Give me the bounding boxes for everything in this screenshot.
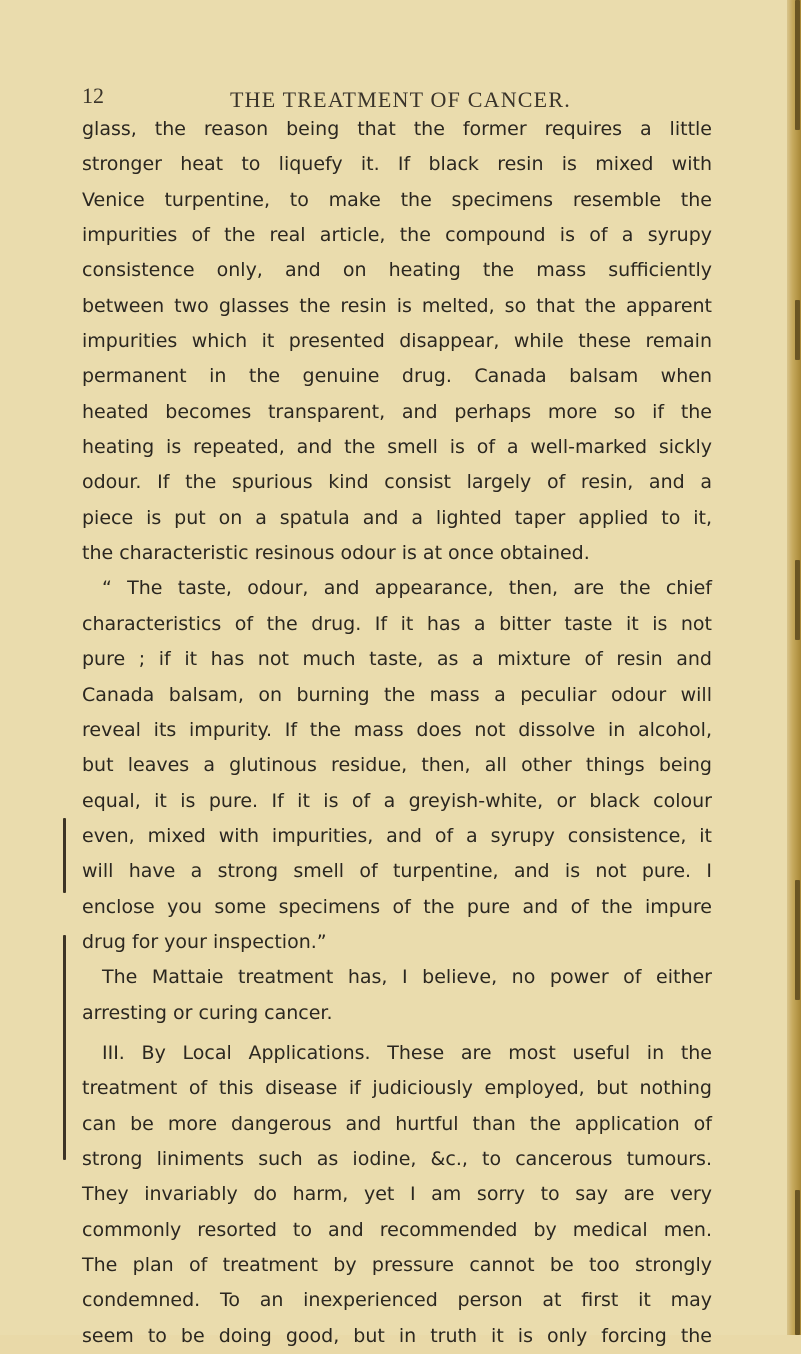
- text-line: piece is put on a spatula and a lighted taper applied to it,: [82, 506, 712, 529]
- text-line: even, mixed with impurities, and of a syrupy consistence, it: [82, 824, 712, 847]
- page-edge: [787, 0, 801, 1335]
- text-line: permanent in the genuine drug. Canada balsam when: [82, 365, 712, 388]
- margin-pencil-mark: [63, 935, 66, 1160]
- text-line: equal, it is pure. If it is of a greyish-white, or black colour: [82, 789, 712, 812]
- running-title: THE TREATMENT OF CANCER.: [230, 87, 571, 112]
- text-line: commonly resorted to and recommended by medical men.: [82, 1218, 712, 1241]
- margin-pencil-mark: [63, 818, 66, 893]
- text-line: reveal its impurity. If the mass does not dissolve in alcohol,: [82, 718, 712, 741]
- text-line: can be more dangerous and hurtful than the application of: [82, 1112, 712, 1135]
- text-line: enclose you some specimens of the pure and of the impure: [82, 895, 712, 918]
- text-line: pure ; if it has not much taste, as a mixture of resin and: [82, 648, 712, 671]
- text-line: “ The taste, odour, and appearance, then, are the chief: [102, 577, 712, 600]
- text-line: III. By Local Applications. These are most useful in the: [102, 1041, 712, 1064]
- text-line: impurities of the real article, the compound is of a syrupy: [82, 224, 712, 247]
- text-line: will have a strong smell of turpentine, and is not pure. I: [82, 860, 712, 883]
- text-line: They invariably do harm, yet I am sorry to say are very: [82, 1183, 712, 1206]
- text-line: seem to be doing good, but in truth it is only forcing the: [82, 1324, 712, 1347]
- text-line: the characteristic resinous odour is at once obtained.: [82, 542, 590, 565]
- text-line: stronger heat to liquefy it. If black resin is mixed with: [82, 153, 712, 176]
- text-line: strong liniments such as iodine, &c., to cancerous tumours.: [82, 1147, 712, 1170]
- page-number: 12: [82, 83, 104, 108]
- text-line: The Mattaie treatment has, I believe, no power of either: [102, 966, 712, 989]
- text-line: heated becomes transparent, and perhaps more so if the: [82, 400, 712, 423]
- text-line: consistence only, and on heating the mass sufficiently: [82, 259, 712, 282]
- text-line: characteristics of the drug. If it has a bitter taste it is not: [82, 612, 712, 635]
- text-line: impurities which it presented disappear, while these remain: [82, 330, 712, 353]
- text-line: glass, the reason being that the former requires a little: [82, 118, 712, 140]
- text-line: condemned. To an inexperienced person at first it may: [82, 1289, 712, 1312]
- body-text: [82, 112, 712, 1354]
- text-line: between two glasses the resin is melted, so that the apparent: [82, 294, 712, 317]
- edge-shadow: [795, 880, 800, 1000]
- edge-shadow: [795, 1190, 800, 1335]
- text-line: arresting or curing cancer.: [82, 1001, 333, 1024]
- edge-shadow: [795, 300, 800, 360]
- page-header: [0, 83, 801, 113]
- text-line: but leaves a glutinous residue, then, all other things being: [82, 754, 712, 777]
- text-line: Venice turpentine, to make the specimens resemble the: [82, 188, 712, 211]
- text-line: The plan of treatment by pressure cannot be too strongly: [82, 1254, 712, 1276]
- text-line: drug for your inspection.”: [82, 930, 327, 953]
- text-line: odour. If the spurious kind consist largely of resin, and a: [82, 471, 712, 494]
- text-line: Canada balsam, on burning the mass a peculiar odour will: [82, 683, 712, 706]
- text-line: heating is repeated, and the smell is of a well-marked sickly: [82, 436, 712, 459]
- edge-shadow: [795, 560, 800, 640]
- text-line: treatment of this disease if judiciously employed, but nothing: [82, 1077, 712, 1100]
